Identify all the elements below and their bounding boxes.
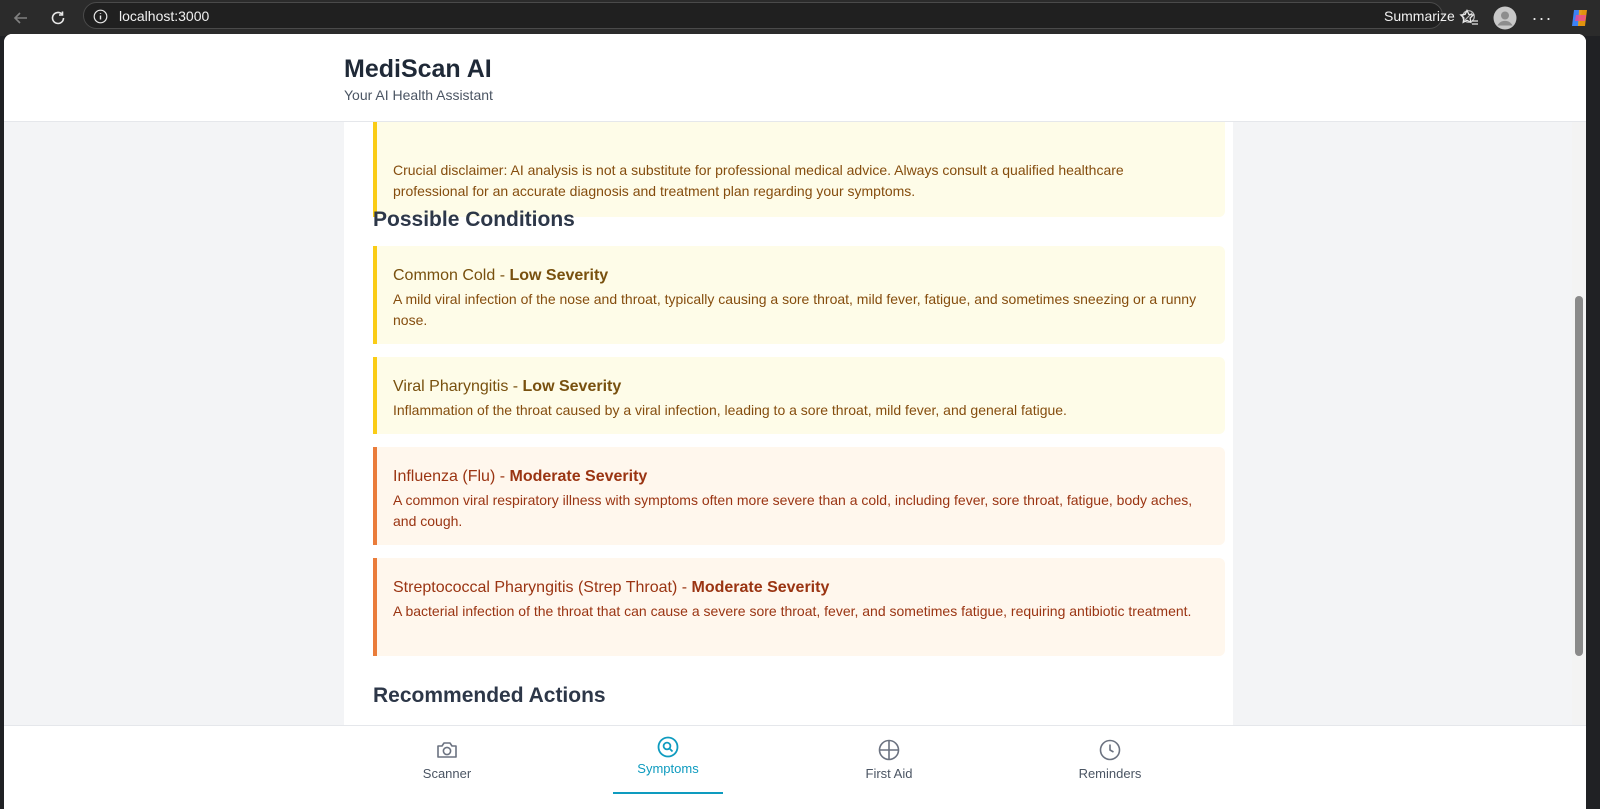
condition-card	[373, 447, 1225, 545]
condition-name: Streptococcal Pharyngitis (Strep Throat) -	[393, 579, 692, 596]
nav-first-aid-label: First Aid	[865, 766, 913, 781]
avatar-icon	[1493, 6, 1517, 30]
nav-symptoms[interactable]	[613, 726, 723, 792]
copilot-icon	[1569, 7, 1591, 29]
favorites-button[interactable]	[1455, 4, 1483, 32]
reload-icon	[49, 9, 67, 27]
browser-toolbar	[0, 0, 1600, 36]
nav-reminders[interactable]	[1055, 726, 1165, 792]
condition-description: Inflammation of the throat caused by a viral infection, leading to a sore throat, mild fever, and general fatigue.	[393, 402, 1067, 418]
app-title: MediScan AI	[344, 55, 492, 83]
page-viewport	[4, 34, 1586, 809]
condition-title	[393, 467, 1209, 487]
clock-icon	[1098, 738, 1122, 762]
condition-description: A mild viral infection of the nose and throat, typically causing a sore throat, mild fever, fatigue, and sometimes sneezing or a runny nose.	[393, 291, 1197, 328]
condition-title	[393, 266, 1209, 286]
condition-title	[393, 578, 1209, 598]
symptoms-search-icon	[656, 735, 680, 759]
nav-symptoms-label: Symptoms	[637, 761, 699, 776]
nav-scanner-label: Scanner	[422, 766, 472, 781]
camera-icon	[435, 738, 459, 762]
app-subtitle: Your AI Health Assistant	[344, 87, 493, 103]
nav-first-aid[interactable]	[834, 726, 944, 792]
disclaimer-text: Crucial disclaimer: AI analysis is not a substitute for professional medical advice. Always consult a qualified healthcare professional for an accurate diagnosis and treatment plan regarding your symptoms.	[393, 162, 1124, 199]
address-bar[interactable]	[83, 2, 1455, 29]
recommended-actions-heading: Recommended Actions	[373, 684, 606, 707]
favorites-list-icon	[1459, 8, 1479, 28]
nav-reminders-label: Reminders	[1078, 766, 1142, 781]
severity-label: Low Severity	[522, 378, 622, 395]
nav-scanner[interactable]	[392, 726, 502, 792]
app-header	[4, 34, 1586, 122]
page-scrollbar[interactable]	[1572, 34, 1586, 809]
url-text: localhost:3000	[119, 8, 210, 24]
reload-button[interactable]	[45, 5, 71, 31]
condition-description: A bacterial infection of the throat that can cause a severe sore throat, fever, and sometimes fatigue, requiring antibiotic treatment.	[393, 603, 1192, 619]
scrollbar-thumb[interactable]	[1575, 296, 1583, 656]
copilot-button[interactable]	[1566, 4, 1594, 32]
condition-name: Influenza (Flu) -	[393, 468, 510, 485]
summarize-label: Summarize	[1384, 8, 1455, 24]
active-tab-indicator	[613, 792, 723, 794]
condition-description: A common viral respiratory illness with symptoms often more severe than a cold, including fever, sore throat, fatigue, body aches, and cough.	[393, 492, 1193, 529]
condition-title	[393, 377, 1209, 397]
condition-card	[373, 558, 1225, 656]
back-button[interactable]	[8, 5, 34, 31]
arrow-left-icon	[12, 9, 30, 27]
condition-name: Common Cold -	[393, 267, 510, 284]
severity-label: Moderate Severity	[509, 468, 648, 485]
first-aid-icon	[877, 738, 901, 762]
condition-card	[373, 357, 1225, 434]
info-icon[interactable]	[93, 9, 108, 24]
more-menu-button[interactable]: ···	[1531, 7, 1553, 28]
bottom-navigation	[4, 725, 1586, 809]
severity-label: Low Severity	[509, 267, 609, 284]
possible-conditions-heading: Possible Conditions	[373, 208, 575, 231]
profile-button[interactable]	[1491, 4, 1519, 32]
condition-card	[373, 246, 1225, 344]
severity-label: Moderate Severity	[691, 579, 830, 596]
condition-name: Viral Pharyngitis -	[393, 378, 523, 395]
